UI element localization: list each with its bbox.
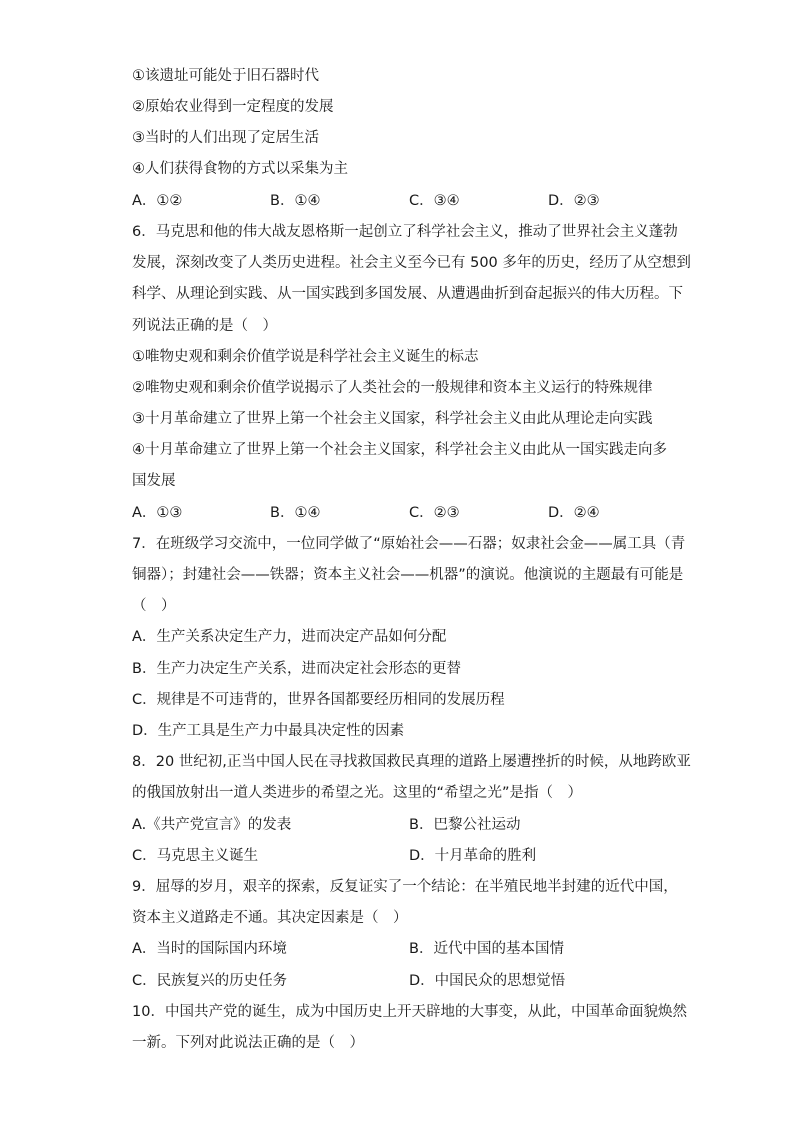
q7-stem-line-3: （ ）	[132, 598, 176, 614]
q6-stem-line-1: 6．马克思和他的伟大战友恩格斯一起创立了科学社会主义，推动了世界社会主义蓬勃	[132, 224, 678, 240]
q5-options	[132, 191, 672, 211]
q9-stem-line-2: 资本主义道路走不通。其决定因素是（ ）	[132, 910, 408, 926]
q5-option-b: B．①④	[270, 193, 321, 209]
q7-option-d: D．生产工具是生产力中最具决定性的因素	[132, 723, 405, 739]
q6-statement-4: ④十月革命建立了世界上第一个社会主义国家，科学社会主义由此从一国实践走向多	[132, 442, 667, 458]
q5-option-d: D．②③	[548, 193, 600, 209]
q6-option-d: D．②④	[548, 505, 600, 521]
q6-option-a: A．①③	[132, 505, 183, 521]
q6-options	[132, 503, 672, 523]
q7-option-a: A．生产关系决定生产力，进而决定产品如何分配	[132, 629, 447, 645]
q7-option-b: B．生产力决定生产关系，进而决定社会形态的更替	[132, 661, 461, 677]
q5-statement-2: ②原始农业得到一定程度的发展	[132, 99, 334, 115]
q8-options-row-1	[132, 815, 672, 835]
q5-statement-1: ①该遗址可能处于旧石器时代	[132, 68, 319, 84]
q5-option-a: A．①②	[132, 193, 183, 209]
q8-option-a: A.《共产党宣言》的发表	[132, 817, 292, 833]
q6-statement-2: ②唯物史观和剩余价值学说揭示了人类社会的一般规律和资本主义运行的特殊规律	[132, 380, 653, 396]
q5-statement-3: ③当时的人们出现了定居生活	[132, 130, 319, 146]
q9-option-c: C．民族复兴的历史任务	[132, 973, 288, 989]
q6-stem-line-2: 发展，深刻改变了人类历史进程。社会主义至今已有 500 多年的历史，经历了从空想到	[132, 255, 691, 271]
q6-stem-line-4: 列说法正确的是（ ）	[132, 318, 277, 334]
q8-options-row-2	[132, 846, 672, 866]
q8-option-c: C．马克思主义诞生	[132, 848, 259, 864]
q10-stem-line-2: 一新。下列对此说法正确的是（ ）	[132, 1035, 364, 1051]
q5-option-c: C．③④	[409, 193, 460, 209]
q8-stem-line-2: 的俄国放射出一道人类进步的希望之光。这里的“希望之光”是指（ ）	[132, 785, 583, 801]
q9-options-row-1	[132, 939, 672, 959]
q6-stem-line-3: 科学、从理论到实践、从一国实践到多国发展、从遭遇曲折到奋起振兴的伟大历程。下	[132, 286, 683, 302]
q7-option-c: C．规律是不可违背的，世界各国都要经历相同的发展历程	[132, 692, 505, 708]
q6-option-b: B．①④	[270, 505, 321, 521]
q8-option-b: B．巴黎公社运动	[409, 817, 521, 833]
q9-option-b: B．近代中国的基本国情	[409, 941, 564, 957]
q9-option-d: D．中国民众的思想觉悟	[409, 973, 566, 989]
q8-stem-line-1: 8．20 世纪初,正当中国人民在寻找救国救民真理的道路上屡遭挫折的时候，从地跨欧亚	[132, 754, 691, 770]
q8-option-d: D．十月革命的胜利	[409, 848, 537, 864]
q6-statement-1: ①唯物史观和剩余价值学说是科学社会主义诞生的标志	[132, 349, 479, 365]
q9-options-row-2	[132, 971, 672, 991]
q6-statement-4-cont: 国发展	[132, 473, 176, 489]
q10-stem-line-1: 10．中国共产党的诞生，成为中国历史上开天辟地的大事变，从此，中国革命面貌焕然	[132, 1004, 687, 1020]
q6-option-c: C．②③	[409, 505, 460, 521]
q7-stem-line-1: 7．在班级学习交流中，一位同学做了“原始社会——石器；奴隶社会金——属工具（青	[132, 536, 686, 552]
q7-stem-line-2: 铜器）；封建社会——铁器；资本主义社会——机器”的演说。他演说的主题最有可能是	[132, 567, 684, 583]
q9-option-a: A．当时的国际国内环境	[132, 941, 287, 957]
q9-stem-line-1: 9．屈辱的岁月，艰辛的探索，反复证实了一个结论：在半殖民地半封建的近代中国，	[132, 879, 678, 895]
q6-statement-3: ③十月革命建立了世界上第一个社会主义国家，科学社会主义由此从理论走向实践	[132, 411, 653, 427]
q5-statement-4: ④人们获得食物的方式以采集为主	[132, 161, 348, 177]
